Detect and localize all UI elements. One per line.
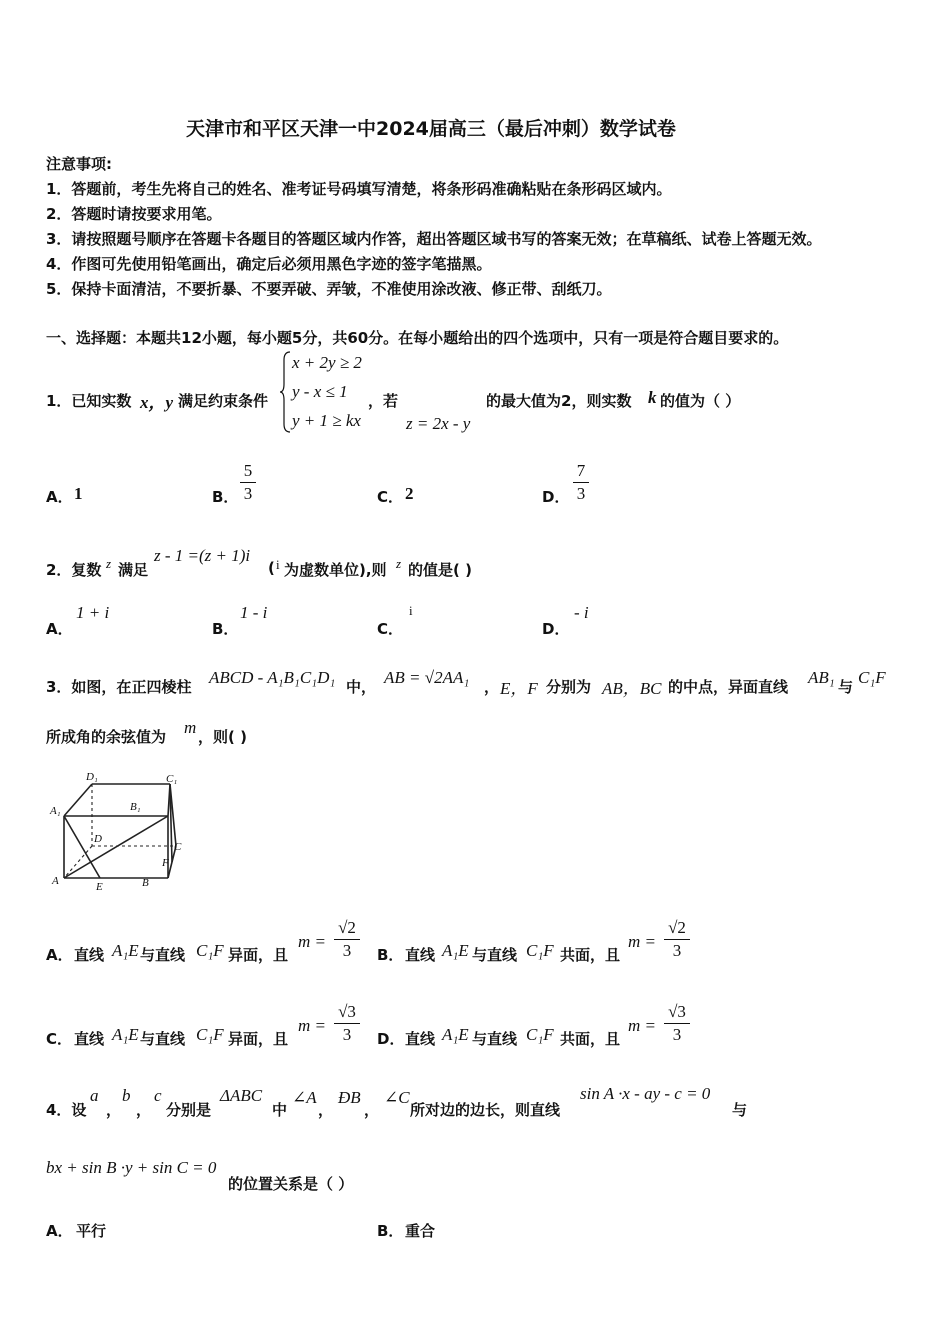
q3-option-line: C₁F bbox=[196, 941, 224, 960]
q1-option-a-value: 1 bbox=[74, 484, 83, 503]
q1-comma: ，若 bbox=[368, 392, 399, 410]
q1-suffix2: 的值为（ ） bbox=[660, 392, 741, 410]
q2-option-b-label: B． bbox=[212, 620, 239, 638]
q4-angle-a: ∠A bbox=[292, 1088, 317, 1107]
q3-mid1: 中， bbox=[346, 678, 377, 696]
q3-option-text: 共面，且 bbox=[560, 946, 621, 964]
q1-option-d-label: D． bbox=[542, 488, 570, 506]
q3-option-line: A₁E bbox=[112, 941, 139, 960]
q4-triangle: ΔABC bbox=[220, 1086, 263, 1105]
figure-label: B bbox=[142, 877, 149, 889]
figure-label: A bbox=[52, 875, 59, 887]
notice-item: 4．作图可先使用铅笔画出，确定后必须用黑色字迹的签字笔描黑。 bbox=[46, 255, 492, 273]
q3-option-line: A₁E bbox=[112, 1025, 139, 1044]
q2-equation: z - 1 =(z + 1)i bbox=[154, 546, 251, 565]
q3-option-a-fraction bbox=[334, 918, 360, 961]
figure-label: C bbox=[174, 841, 182, 853]
q3-option-text: 异面，且 bbox=[228, 946, 289, 964]
fraction-denominator: 3 bbox=[342, 941, 352, 960]
q4-suffix: 的位置关系是（ ） bbox=[228, 1175, 354, 1193]
figure-label: D₁ bbox=[86, 771, 98, 783]
q1-cond: y - x ≤ 1 bbox=[292, 382, 348, 401]
page-title: 天津市和平区天津一中2024届高三（最后冲刺）数学试卷 bbox=[186, 118, 676, 140]
figure-label: A₁ bbox=[50, 805, 61, 817]
notice-item: 2．答题时请按要求用笔。 bbox=[46, 205, 222, 223]
q1-suffix: 的最大值为2，则实数 bbox=[486, 392, 632, 410]
q2-option-a-value: 1 + i bbox=[76, 603, 110, 622]
q3-mid2: ， bbox=[484, 678, 500, 696]
q3-mid3: 分别为 bbox=[546, 678, 592, 696]
q4-angle-c: ∠C bbox=[384, 1088, 410, 1107]
q3-abbc: AB，BC bbox=[602, 679, 662, 698]
q1-mid: 满足约束条件 bbox=[178, 392, 269, 410]
q4-mid2: 中 bbox=[272, 1101, 288, 1119]
q3-option-text: 异面，且 bbox=[228, 1030, 289, 1048]
q3-mid5: 与 bbox=[838, 678, 854, 696]
q3-option-line: C₁F bbox=[196, 1025, 224, 1044]
q1-vars: x，y bbox=[140, 393, 174, 412]
q3-prism: ABCD - A₁B₁C₁D₁ bbox=[209, 668, 336, 687]
fraction-denominator: 3 bbox=[672, 941, 682, 960]
q1-brace bbox=[280, 350, 292, 434]
q3-option-text: 直线 bbox=[405, 946, 436, 964]
q3-option-text: 直线 bbox=[74, 946, 105, 964]
q4-sep: ， bbox=[136, 1101, 152, 1119]
q4-option-b-label: B． bbox=[377, 1222, 404, 1240]
q1-objective: z = 2x - y bbox=[406, 414, 471, 433]
figure-label: E bbox=[96, 881, 103, 893]
q2-z: z bbox=[106, 556, 112, 571]
q4-sep: ， bbox=[364, 1101, 380, 1119]
q4-sep: ， bbox=[318, 1101, 334, 1119]
fraction-numerator: √2 bbox=[338, 918, 356, 937]
q2-option-b-value: 1 - i bbox=[240, 603, 268, 622]
notice-item: 3．请按照题号顺序在答题卡各题目的答题区域内作答，超出答题区域书写的答案无效；在草稿纸、试卷上答题无效。 bbox=[46, 230, 822, 248]
q3-option-line: C₁F bbox=[526, 1025, 554, 1044]
fraction-numerator: √3 bbox=[668, 1002, 686, 1021]
fraction-numerator: √2 bbox=[668, 918, 686, 937]
q2-mid: 满足 bbox=[118, 561, 149, 579]
q2-option-c-label: C． bbox=[377, 620, 404, 638]
q3-option-text: 与直线 bbox=[472, 1030, 518, 1048]
q3-condition: AB = √2AA₁ bbox=[384, 668, 470, 687]
q3-option-text: 与直线 bbox=[140, 1030, 186, 1048]
q3-option-text: 直线 bbox=[405, 1030, 436, 1048]
q3-option-m: m = bbox=[628, 932, 656, 951]
figure-label: D bbox=[94, 833, 102, 845]
figure-label: F bbox=[162, 857, 169, 869]
q3-mid4: 的中点，异面直线 bbox=[668, 678, 789, 696]
q1-prefix: 1．已知实数 bbox=[46, 392, 132, 410]
q3-ab1: AB₁ bbox=[808, 668, 835, 687]
q3-option-line: A₁E bbox=[442, 941, 469, 960]
q1-k: k bbox=[648, 388, 657, 407]
q3-ef: E，F bbox=[500, 679, 538, 698]
q3-option-d-label: D． bbox=[377, 1030, 405, 1048]
q1-option-b-label: B． bbox=[212, 488, 239, 506]
q3-option-text: 直线 bbox=[74, 1030, 105, 1048]
q1-option-b-fraction bbox=[240, 461, 256, 504]
q3-option-c-fraction bbox=[334, 1002, 360, 1045]
q3-option-line: C₁F bbox=[526, 941, 554, 960]
q4-line2: bx + sin B ·y + sin C = 0 bbox=[46, 1158, 217, 1177]
q4-a: a bbox=[90, 1086, 99, 1105]
q3-prism-figure bbox=[46, 768, 196, 894]
q2-z2: z bbox=[396, 556, 402, 571]
fraction-denominator: 3 bbox=[243, 484, 253, 503]
q3-option-b-label: B． bbox=[377, 946, 404, 964]
q4-option-a-value: 平行 bbox=[76, 1222, 107, 1240]
q4-sep: ， bbox=[106, 1101, 122, 1119]
section-heading: 一、选择题：本题共12小题，每小题5分，共60分。在每小题给出的四个选项中，只有一项是符合题目要求的。 bbox=[46, 329, 789, 347]
q4-option-a-label: A． bbox=[46, 1222, 73, 1240]
q3-option-c-label: C． bbox=[46, 1030, 73, 1048]
q2-option-d-label: D． bbox=[542, 620, 570, 638]
q4-mid4: 与 bbox=[732, 1101, 748, 1119]
q3-option-m: m = bbox=[628, 1016, 656, 1035]
q3-option-b-fraction bbox=[664, 918, 690, 961]
q1-option-d-fraction bbox=[573, 461, 589, 504]
q3-c1f: C₁F bbox=[858, 668, 886, 687]
q3-line2-b: ，则( ) bbox=[198, 728, 247, 746]
q3-option-m: m = bbox=[298, 932, 326, 951]
q3-option-a-label: A． bbox=[46, 946, 73, 964]
q1-option-c-value: 2 bbox=[405, 484, 414, 503]
q2-option-c-value: i bbox=[409, 603, 413, 618]
notice-item: 5．保持卡面清洁，不要折暴、不要弄破、弄皱，不准使用涂改液、修正带、刮纸刀。 bbox=[46, 280, 612, 298]
fraction-denominator: 3 bbox=[672, 1025, 682, 1044]
q4-mid3: 所对边的边长，则直线 bbox=[410, 1101, 561, 1119]
q3-option-line: A₁E bbox=[442, 1025, 469, 1044]
q4-prefix: 4．设 bbox=[46, 1101, 87, 1119]
figure-label: C₁ bbox=[166, 773, 178, 785]
q2-option-a-label: A． bbox=[46, 620, 73, 638]
q3-prefix: 3．如图，在正四棱柱 bbox=[46, 678, 192, 696]
fraction-numerator: 7 bbox=[576, 461, 586, 480]
fraction-numerator: 5 bbox=[243, 461, 253, 480]
q4-angle-b: ÐB bbox=[338, 1088, 361, 1107]
q2-suffix2: 的值是( ) bbox=[408, 561, 472, 579]
q3-m: m bbox=[184, 718, 197, 737]
q3-line2-a: 所成角的余弦值为 bbox=[46, 728, 167, 746]
fraction-denominator: 3 bbox=[576, 484, 586, 503]
q3-option-text: 共面，且 bbox=[560, 1030, 621, 1048]
fraction-denominator: 3 bbox=[342, 1025, 352, 1044]
q2-suffix: 为虚数单位),则 bbox=[284, 561, 387, 579]
q2-option-d-value: - i bbox=[574, 603, 589, 622]
q4-mid1: 分别是 bbox=[166, 1101, 212, 1119]
figure-label: B₁ bbox=[130, 801, 141, 813]
q1-option-a-label: A． bbox=[46, 488, 73, 506]
q3-option-text: 与直线 bbox=[140, 946, 186, 964]
q1-cond: y + 1 ≥ kx bbox=[292, 411, 361, 430]
q1-option-c-label: C． bbox=[377, 488, 404, 506]
q2-i: i bbox=[276, 557, 280, 572]
q1-cond: x + 2y ≥ 2 bbox=[292, 353, 362, 372]
q4-c: c bbox=[154, 1086, 162, 1105]
q4-b: b bbox=[122, 1086, 131, 1105]
q3-option-text: 与直线 bbox=[472, 946, 518, 964]
q2-prefix: 2．复数 bbox=[46, 561, 102, 579]
q4-option-b-value: 重合 bbox=[405, 1222, 436, 1240]
q2-paren: ( bbox=[268, 559, 275, 577]
q3-option-d-fraction bbox=[664, 1002, 690, 1045]
notice-heading: 注意事项: bbox=[46, 155, 112, 173]
fraction-numerator: √3 bbox=[338, 1002, 356, 1021]
q3-option-m: m = bbox=[298, 1016, 326, 1035]
q4-line1: sin A ·x - ay - c = 0 bbox=[580, 1084, 711, 1103]
notice-item: 1．答题前，考生先将自己的姓名、准考证号码填写清楚，将条形码准确粘贴在条形码区域内。 bbox=[46, 180, 672, 198]
